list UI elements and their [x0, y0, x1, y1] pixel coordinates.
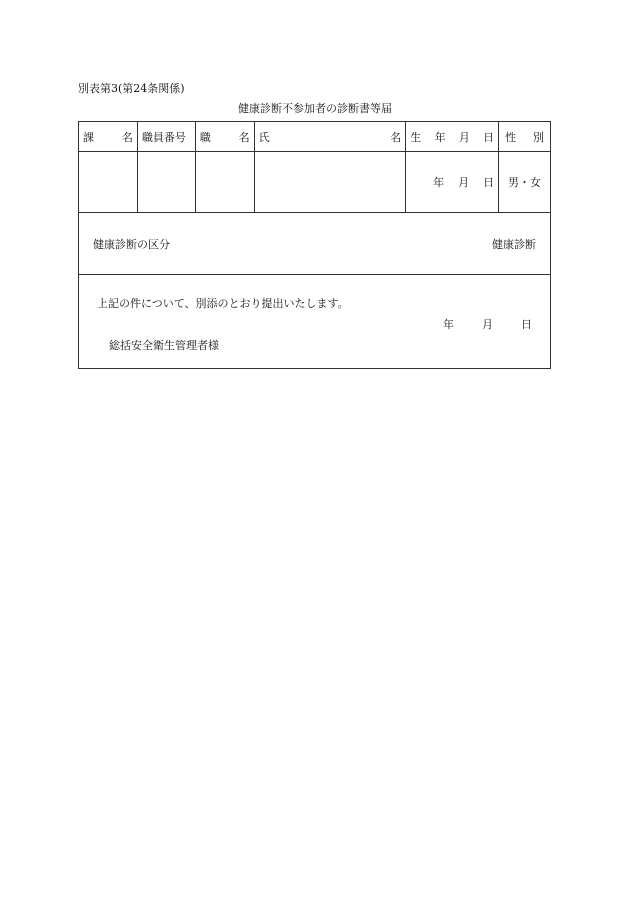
value-row — [79, 152, 550, 213]
header-dept: 課 名 — [79, 122, 138, 151]
position-field[interactable] — [196, 152, 255, 212]
form-table — [78, 121, 551, 369]
header-birthdate: 生 年 月 日 — [406, 122, 499, 151]
submission-date[interactable]: 年 月 日 — [443, 318, 532, 331]
header-row — [79, 122, 550, 152]
addressee: 総括安全衛生管理者様 — [109, 339, 219, 352]
submission-row — [79, 275, 550, 368]
header-sex: 性 別 — [505, 130, 544, 144]
category-value[interactable]: 健康診断 — [492, 237, 536, 251]
sex-field[interactable]: 男・女 — [508, 176, 542, 189]
header-name: 氏 名 — [255, 122, 407, 151]
category-label: 健康診断の区分 — [93, 237, 170, 251]
submission-statement: 上記の件について、別添のとおり提出いたします。 — [97, 297, 349, 310]
name-field[interactable] — [255, 152, 407, 212]
document-title: 健康診断不参加者の診断書等届 — [238, 102, 392, 115]
birthdate-field[interactable]: 年 月 日 — [406, 152, 499, 212]
header-position: 職 名 — [196, 122, 255, 151]
category-row — [79, 213, 550, 275]
appendix-label: 別表第3(第24条関係) — [78, 82, 185, 95]
staff-number-field[interactable] — [138, 152, 196, 212]
header-staff-number: 職員番号 — [138, 122, 196, 151]
dept-field[interactable] — [79, 152, 138, 212]
